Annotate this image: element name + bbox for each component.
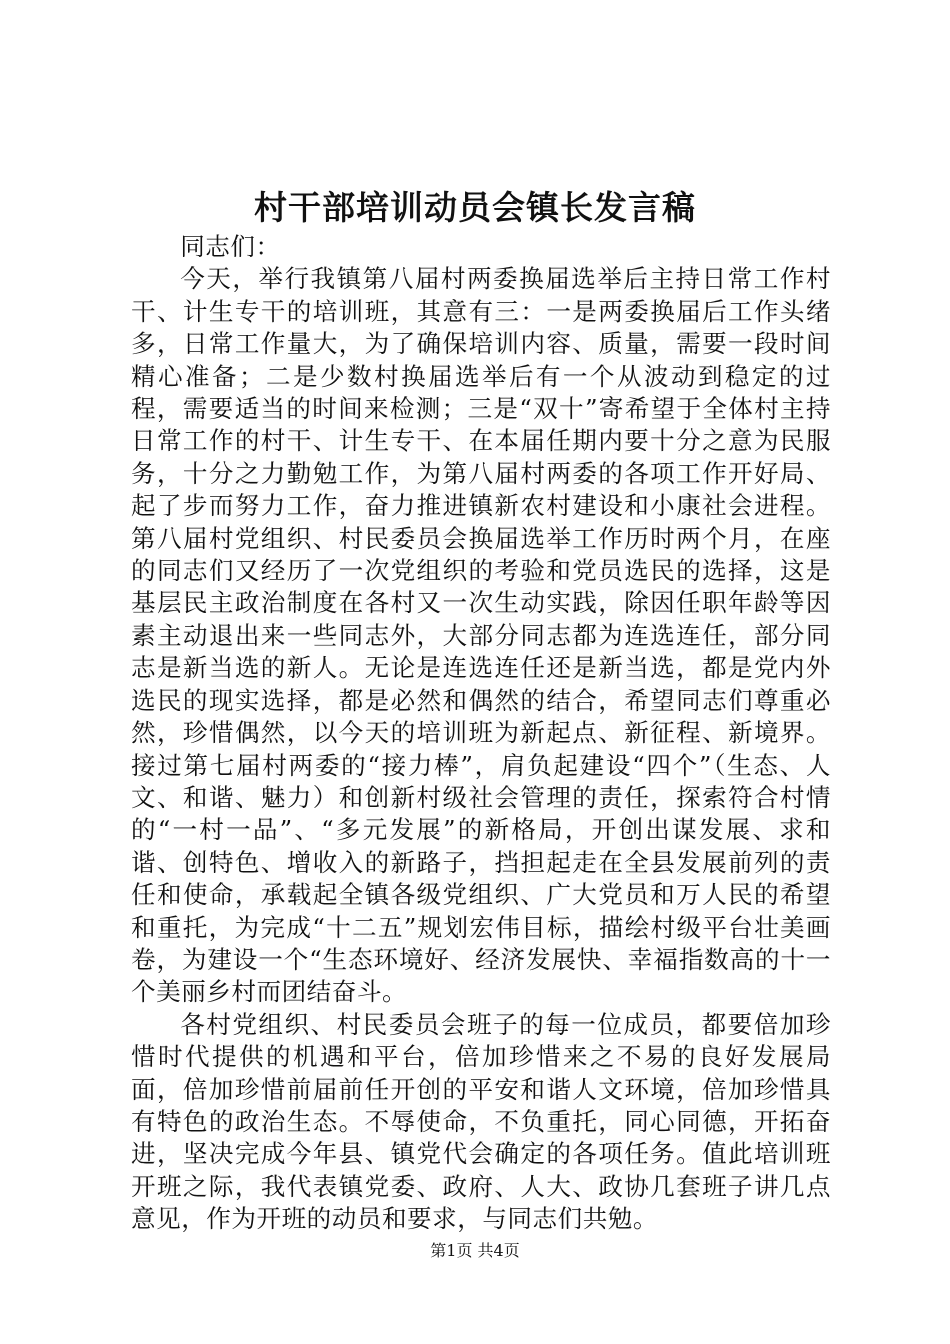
page-number: 第1页 共4页 [430, 1241, 520, 1260]
paragraph-1: 今天，举行我镇第八届村两委换届选举后主持日常工作村干、计生专干的培训班，其意有三：一是两委换届后工作头绪多，日常工作量大，为了确保培训内容、质量，需要一段时间精心准备；二是少数村换届选举后有一个从波动到稳定的过程，需要适当的时间来检测；三是“双十”寄希望于全体村主持日常工作的村干、计生专干、在本届任期内要十分之意为民服务，十分之力勤勉工作，为第八届村两委的各项工作开好局、起了步而努力工作，奋力推进镇新农村建设和小康社会进程。第八届村党组织、村民委员会换届选举工作历时两个月，在座的同志们又经历了一次党组织的考验和党员选民的选择，这是基层民主政治制度在各村又一次生动实践，除因任职年龄等因素主动退出来一些同志外，大部分同志都为连选连任，部分同志是新当选的新人。无论是连选连任还是新当选，都是党内外选民的现实选择，都是必然和偶然的结合，希望同志们尊重必然，珍惜偶然，以今天的培训班为新起点、新征程、新境界。接过第七届村两委的“接力棒”，肩负起建设“四个”（生态、人文、和谐、魅力）和创新村级社会管理的责任，探索符合村情的“一村一品”、“多元发展”的新格局，开创出谋发展、求和谐、创特色、增收入的新路子，挡担起走在全县发展前列的责任和使命，承载起全镇各级党组织、广大党员和万人民的希望和重托，为完成“十二五”规划宏伟目标，描绘村级平台壮美画卷，为建设一个“生态环境好、经济发展快、幸福指数高的十一个美丽乡村而团结奋斗。 [131, 264, 831, 1007]
document-body [131, 231, 831, 1236]
paragraph-2: 各村党组织、村民委员会班子的每一位成员，都要倍加珍惜时代提供的机遇和平台，倍加珍惜来之不易的良好发展局面，倍加珍惜前届前任开创的平安和谐人文环境，倍加珍惜具有特色的政治生态。不辱使命，不负重托，同心同德，开拓奋进，坚决完成今年县、镇党代会确定的各项任务。值此培训班开班之际，我代表镇党委、政府、人大、政协几套班子讲几点意见，作为开班的动员和要求，与同志们共勉。 [131, 1009, 831, 1234]
document-title: 村干部培训动员会镇长发言稿 [254, 188, 696, 227]
salutation: 同志们： [180, 232, 281, 261]
